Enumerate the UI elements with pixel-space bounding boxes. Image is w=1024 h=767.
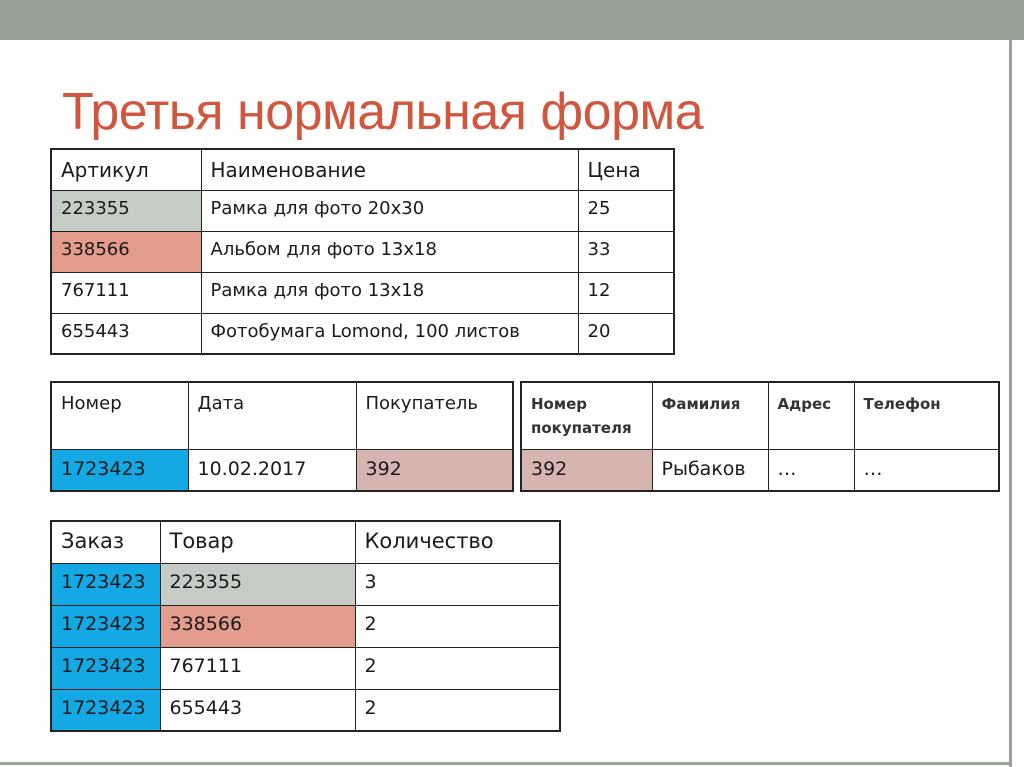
table-cell: 1723423 (51, 449, 188, 491)
table-row (51, 647, 560, 689)
table-cell: 20 (578, 313, 674, 354)
right-frame-line (1009, 40, 1012, 767)
table-cell: 2 (355, 605, 560, 647)
header-cell: Телефон (854, 382, 999, 449)
table-cell: 1723423 (51, 563, 160, 605)
table-header-row (51, 521, 560, 563)
table-cell: … (768, 449, 854, 491)
table-cell: Альбом для фото 13х18 (201, 231, 578, 272)
table-row (51, 605, 560, 647)
table-cell: 3 (355, 563, 560, 605)
table-row (51, 272, 674, 313)
table-cell: 1723423 (51, 689, 160, 731)
table-row (51, 231, 674, 272)
bottom-frame-line (0, 762, 1012, 765)
slide-title: Третья нормальная форма (62, 83, 704, 141)
table-cell: 392 (356, 449, 513, 491)
header-cell: Покупатель (356, 382, 513, 449)
table-cell: Фотобумага Lomond, 100 листов (201, 313, 578, 354)
header-cell: Номер покупателя (521, 382, 652, 449)
header-cell: Заказ (51, 521, 160, 563)
table-cell: … (854, 449, 999, 491)
table-cell: 392 (521, 449, 652, 491)
header-cell: Адрес (768, 382, 854, 449)
table-row (51, 190, 674, 231)
table-cell: 767111 (51, 272, 201, 313)
header-cell: Фамилия (652, 382, 768, 449)
table-header-row (521, 382, 999, 449)
header-cell: Дата (188, 382, 356, 449)
table-header-row (51, 149, 674, 190)
order-items-table (50, 520, 561, 732)
buyers-table (520, 381, 1000, 492)
table-cell: 12 (578, 272, 674, 313)
table-header-row (51, 382, 513, 449)
table-row (51, 689, 560, 731)
table-cell: 33 (578, 231, 674, 272)
table-cell: 655443 (160, 689, 355, 731)
table-row (51, 563, 560, 605)
table-row (51, 313, 674, 354)
header-cell: Цена (578, 149, 674, 190)
table-cell: Рамка для фото 13х18 (201, 272, 578, 313)
top-frame-bar (0, 0, 1024, 40)
table-cell: Рамка для фото 20х30 (201, 190, 578, 231)
header-cell: Артикул (51, 149, 201, 190)
table-cell: 1723423 (51, 647, 160, 689)
table-cell: 767111 (160, 647, 355, 689)
header-cell: Товар (160, 521, 355, 563)
table-cell: 2 (355, 647, 560, 689)
table-cell: 338566 (51, 231, 201, 272)
table-cell: 223355 (51, 190, 201, 231)
table-row (51, 449, 513, 491)
table-cell: 2 (355, 689, 560, 731)
header-cell: Наименование (201, 149, 578, 190)
header-cell: Номер (51, 382, 188, 449)
table-cell: 25 (578, 190, 674, 231)
products-table (50, 148, 675, 355)
table-cell: 655443 (51, 313, 201, 354)
table-cell: 10.02.2017 (188, 449, 356, 491)
table-cell: 338566 (160, 605, 355, 647)
orders-table (50, 381, 514, 492)
table-row (521, 449, 999, 491)
header-cell: Количество (355, 521, 560, 563)
table-cell: 1723423 (51, 605, 160, 647)
table-cell: 223355 (160, 563, 355, 605)
table-cell: Рыбаков (652, 449, 768, 491)
